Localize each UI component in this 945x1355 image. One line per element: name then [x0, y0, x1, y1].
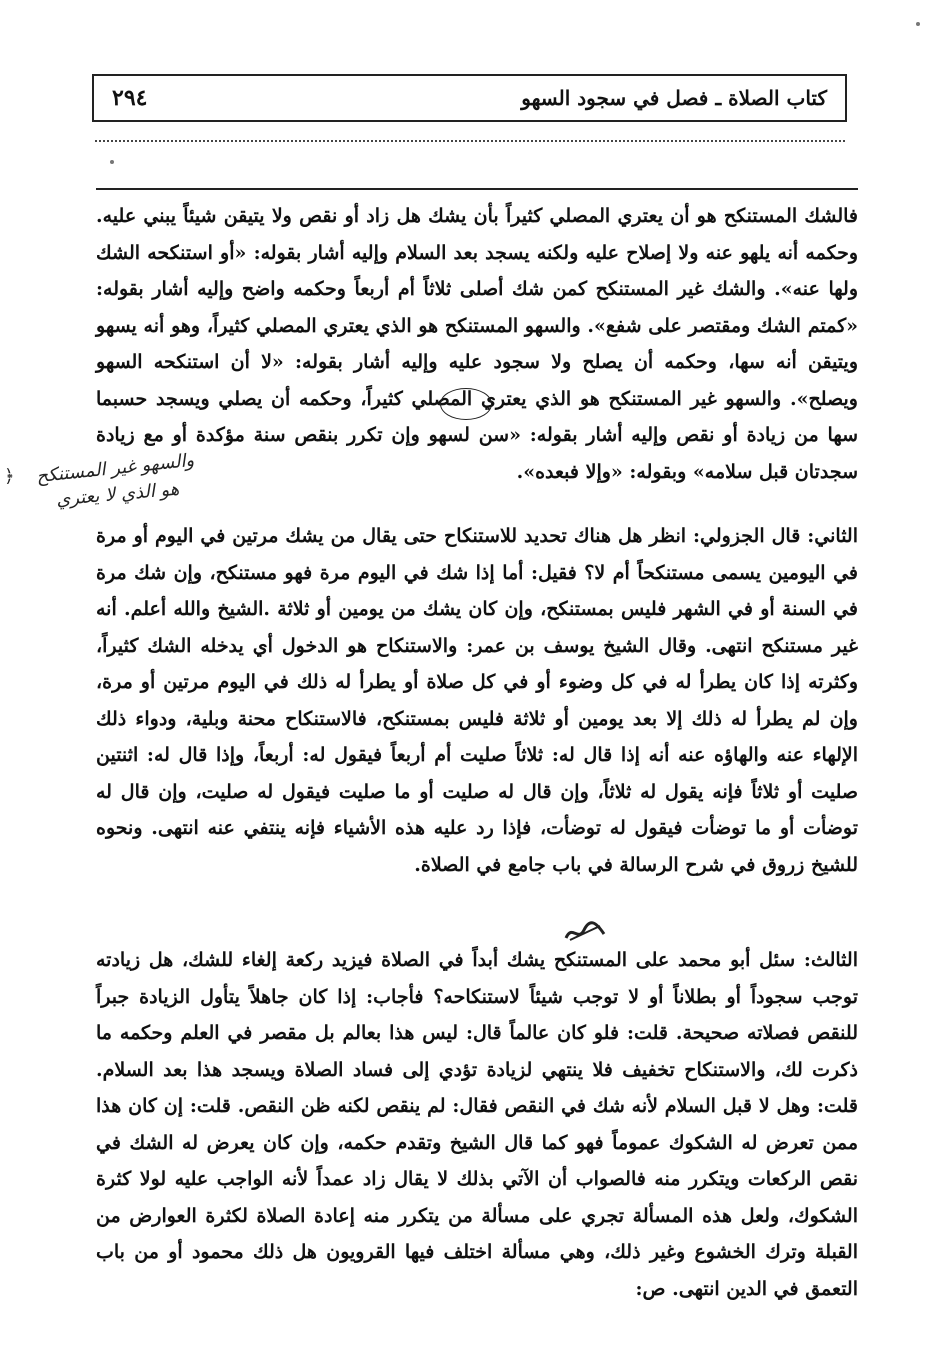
- margin-bracket-mark: ﴿: [4, 466, 15, 487]
- paragraph-3: الثالث: سئل أبو محمد على المستنكح يشك أبداً في الصلاة فيزيد ركعة إلغاء للشك، هل زيادته توجب سجوداً أو بطلاناً أو لا توجب شيئاً لاستنكاحه؟ فأجاب: إذا كان جاهلاً يتأول الزيادة جبراً للنقص فصلاته صحيحة. قلت: فلو كان عالماً قال: ليس هذا بعالم بل مقصر في العلم وحكمه ما ذكرت لك، والاستنكاح تخفيف فلا ينتهي لزيادة تؤدي إلى فساد الصلاة ويسجد هذا بعد السلام. قلت: وهل لا قبل السلام لأنه شك في النقص فقال: لم ينقص لكنه ظن النقص. قلت: إن كان هذا ممن تعرض له الشكوك عموماً فهو كما قال الشيخ وتقدم حكمه، وإن كان يعرض له الشك في نقص الركعات ويتكرر منه فالصواب أن الآتي بذلك لا يقال زاد عمداً لأنه الواجب عليه لولا كثرة الشكوك، ولعل هذه المسألة تجري على مسألة من يتكرر منه إعادة الصلاة لكثرة العوارض من القبلة وترك الخشوع وغير ذلك، وهي مسألة اختلف فيها القرويون هل ذلك محمود أو من باب التعمق في الدين انتهى. ص:: [96, 949, 859, 1300]
- speck-mark: [916, 22, 920, 26]
- handwritten-circle-mark: [440, 388, 492, 420]
- handwritten-margin-note-2: هو الذي لا يعتري: [55, 478, 181, 511]
- page-header: [92, 74, 847, 122]
- page-number: ٢٩٤: [112, 85, 148, 111]
- paragraph-1: فالشك المستنكح هو أن يعتري المصلي كثيراً بأن يشك هل زاد أو نقص ولا يتيقن شيئاً يبني عليه. وحكمه أنه يلهو عنه ولا إصلاح عليه ولكنه يسجد بعد السلام وإليه أشار بقوله: «أو استنكحه الشك ولها عنه». والشك غير المستنكح كمن شك أصلى ثلاثاً أم أربعاً وحكمه واضح وإليه أشار بقوله: «كمتم الشك ومقتصر على شفع». والسهو المستنكح هو الذي يعتري المصلي كثيراً، وهو أنه يسهو ويتيقن أنه سها، وحكمه أن يصلح ولا سجود عليه وإليه أشار بقوله: «لا أن استنكحه السهو ويصلح». والسهو غير المستنكح هو الذي يعتري المصلي كثيراً، وحكمه أن يصلي ويسجد حسبما سها من زيادة أو نقص وإليه أشار بقوله: «سن لسهو وإن تكرر بنقص سنة مؤكدة أو مع زيادة سجدتان قبل سلامه» وبقوله: «وإلا فبعده».: [96, 205, 859, 483]
- handwritten-scribble-mark: [562, 918, 608, 944]
- chapter-title: كتاب الصلاة ـ فصل في سجود السهو: [521, 86, 827, 110]
- handwritten-margin-note-1: والسهو غير المستنكح: [35, 449, 196, 488]
- speck-mark: [110, 160, 114, 164]
- dotted-divider: [95, 140, 845, 142]
- text-rule: [96, 188, 858, 190]
- paragraph-2: الثاني: قال الجزولي: انظر هل هناك تحديد للاستنكاح حتى يقال من يشك مرتين في اليوم أو مرة في اليومين يسمى مستنكحاً أم لا؟ فقيل: أما إذا شك في اليوم مرة فهو مستنكح، وإن شك مرة في السنة أو في الشهر فليس بمستنكح، وإن كان يشك من يومين أو ثلاثة .الشيخ والله أعلم. أنه غير مستنكح انتهى. وقال الشيخ يوسف بن عمر: والاستنكاح هو الدخول أي يدخله الشك كثيراً، وكثرته إذا كان يطرأ له في كل وضوء أو في كل صلاة أو يطرأ له ذلك في اليوم مرتين أو مرة، وإن لم يطرأ له ذلك إلا بعد يومين أو ثلاثة فليس بمستنكح، فالاستنكاح محنة وبلية، ودواء ذلك الإلهاء عنه والهاؤه عنه أنه إذا قال له: ثلاثاً صليت أم أربعاً فيقول له: أربعاً، وإذا قال له: اثنتين صليت أو ثلاثاً فإنه يقول له ثلاثاً، وإن قال له صليت أو ما صليت فيقول له صليت، وإن قال له توضأت أو ما توضأت فيقول له توضأت، فإذا رد عليه هذه الأشياء فإنه ينتفي عنه انتهى. ونحوه للشيخ زروق في شرح الرسالة في باب جامع في الصلاة.: [96, 525, 858, 876]
